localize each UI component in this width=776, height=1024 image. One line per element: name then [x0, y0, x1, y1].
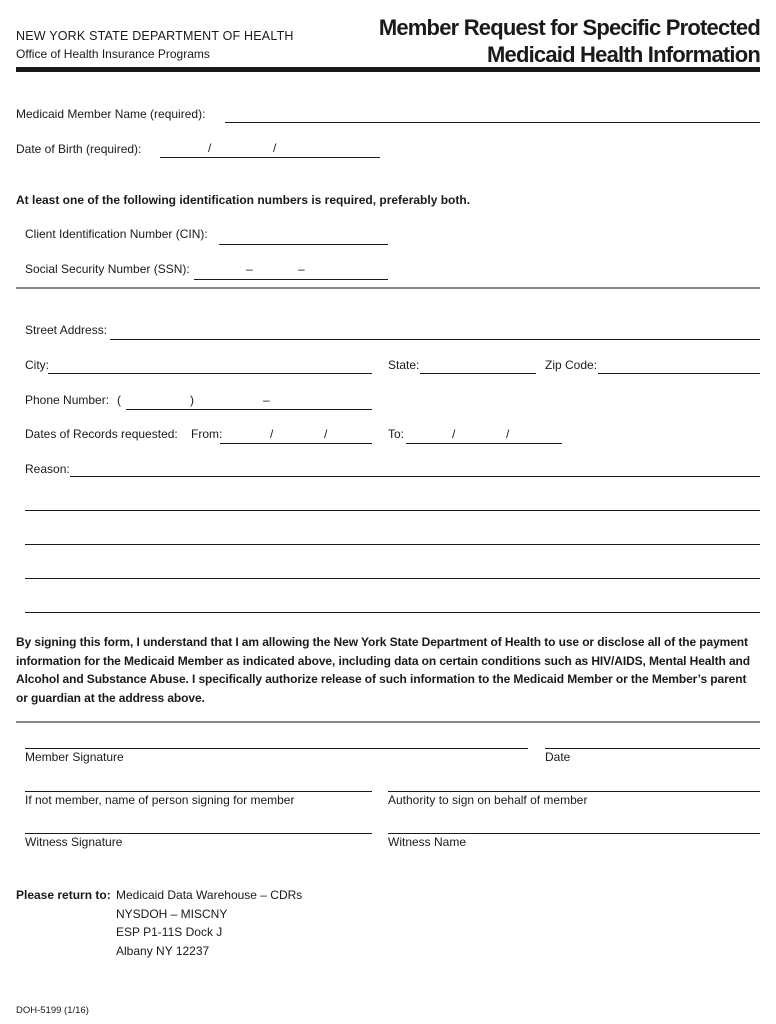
return-address-line-3: ESP P1-11S Dock J: [116, 925, 223, 939]
section-divider: [16, 287, 760, 289]
reason-line-5[interactable]: [25, 598, 760, 613]
street-address-field[interactable]: [110, 325, 760, 340]
to-label: To:: [388, 427, 405, 441]
phone-close-paren: ): [190, 393, 194, 407]
cin-field[interactable]: [219, 230, 388, 245]
witness-signature-label: Witness Signature: [25, 835, 123, 849]
reason-line-3[interactable]: [25, 530, 760, 545]
dates-requested-label: Dates of Records requested:: [25, 427, 178, 441]
to-date-separator-2: /: [506, 427, 510, 441]
dob-separator-2: /: [273, 141, 277, 155]
signature-date-label: Date: [545, 750, 571, 764]
return-label: Please return to:: [16, 888, 111, 902]
return-address-line-2: NYSDOH – MISCNY: [116, 906, 228, 921]
zip-code-field[interactable]: [598, 359, 760, 374]
state-label: State:: [388, 358, 420, 372]
form-id: DOH-5199 (1/16): [16, 1005, 89, 1016]
signature-date-field[interactable]: [545, 734, 760, 749]
agency-name: NEW YORK STATE DEPARTMENT OF HEALTH: [16, 29, 294, 43]
ssn-dash-2: –: [298, 262, 305, 276]
to-date-field[interactable]: [406, 429, 562, 444]
proxy-name-field[interactable]: [25, 777, 372, 792]
state-field[interactable]: [420, 359, 536, 374]
header-divider: [16, 67, 760, 72]
witness-signature-field[interactable]: [25, 819, 372, 834]
reason-line-4[interactable]: [25, 564, 760, 579]
authority-label: Authority to sign on behalf of member: [388, 793, 588, 807]
dob-separator-1: /: [208, 141, 212, 155]
from-label: From:: [191, 427, 223, 441]
form-title-line-2: Medicaid Health Information: [487, 42, 760, 67]
form-title-line-1: Member Request for Specific Protected: [378, 15, 760, 40]
ssn-dash-1: –: [246, 262, 253, 276]
dob-field[interactable]: [160, 143, 380, 158]
reason-label: Reason:: [25, 462, 70, 476]
return-address-line-4: Albany NY 12237: [116, 943, 210, 958]
authorization-statement: [16, 633, 760, 707]
phone-field[interactable]: [126, 395, 372, 410]
member-signature-label: Member Signature: [25, 750, 124, 764]
from-date-field[interactable]: [220, 429, 372, 444]
signature-divider: [16, 721, 760, 723]
zip-code-label: Zip Code:: [545, 358, 598, 372]
city-label: City:: [25, 358, 49, 372]
authorization-line-1: By signing this form, I understand that I am allowing the New York State Department of Health to use or disclose all of the payment: [16, 635, 748, 649]
reason-field[interactable]: [70, 462, 760, 477]
phone-label: Phone Number:: [25, 393, 110, 407]
phone-dash: –: [263, 393, 270, 407]
member-name-label: Medicaid Member Name (required):: [16, 107, 206, 121]
authorization-line-4: or guardian at the address above.: [16, 690, 205, 705]
witness-name-label: Witness Name: [388, 835, 467, 849]
office-name: Office of Health Insurance Programs: [16, 47, 210, 61]
cin-label: Client Identification Number (CIN):: [25, 227, 208, 241]
to-date-separator-1: /: [452, 427, 456, 441]
form-title: [379, 14, 760, 68]
member-name-field[interactable]: [225, 108, 760, 123]
authority-field[interactable]: [388, 777, 760, 792]
authorization-line-3: Alcohol and Substance Abuse. I specifically authorize release of such information to the Medicaid Member or the Member’s parent: [16, 672, 747, 686]
from-date-separator-1: /: [270, 427, 274, 441]
reason-line-2[interactable]: [25, 496, 760, 511]
dob-label: Date of Birth (required):: [16, 142, 142, 156]
from-date-separator-2: /: [324, 427, 328, 441]
ssn-field[interactable]: [194, 265, 388, 280]
witness-name-field[interactable]: [388, 819, 760, 834]
proxy-name-label: If not member, name of person signing for member: [25, 793, 295, 807]
member-signature-field[interactable]: [25, 734, 528, 749]
authorization-line-2: information for the Medicaid Member as indicated above, including data on certain conditions such as HIV/AIDS, Mental Health and: [16, 653, 750, 668]
return-address: [116, 886, 302, 960]
street-address-label: Street Address:: [25, 323, 108, 337]
return-address-line-1: Medicaid Data Warehouse – CDRs: [116, 888, 303, 902]
city-field[interactable]: [48, 359, 372, 374]
ssn-label: Social Security Number (SSN):: [25, 262, 190, 276]
phone-open-paren: (: [117, 393, 121, 407]
id-requirement-note: At least one of the following identification numbers is required, preferably both.: [16, 193, 471, 207]
